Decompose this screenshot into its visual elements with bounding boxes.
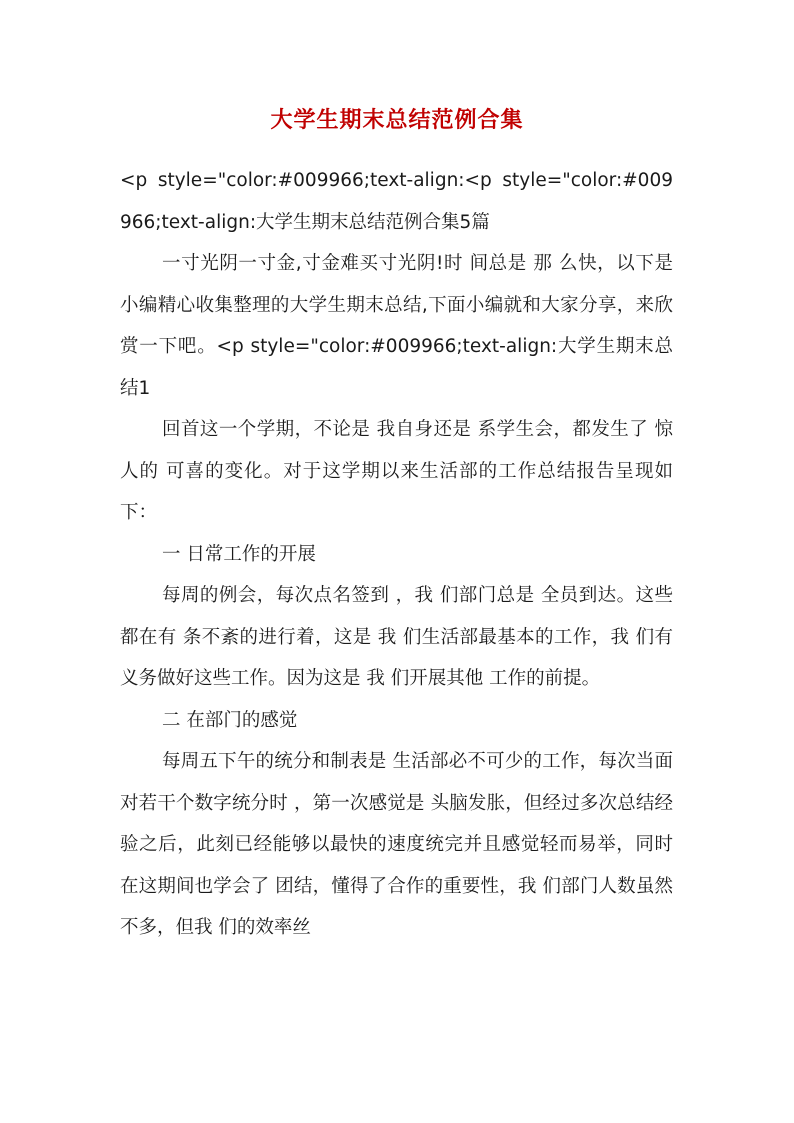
section-heading-1: 一 日常工作的开展 — [162, 543, 316, 565]
paragraph-3: 回首这一个学期，不论是 我自身还是 系学生会，都发生了 惊人的 可喜的变化。对于这学期以来生活部的工作总结报告呈现如下： — [120, 419, 673, 523]
document-body — [120, 160, 673, 949]
paragraph-4: 每周的例会，每次点名签到 ，我 们部门总是 全员到达。这些都在有 条不紊的进行着，这是 我 们生活部最基本的工作，我 们有 义务做好这些工作。因为这是 我 们开展其他 工作的前提。 — [120, 585, 673, 689]
paragraph-1: <p style="color:#009966;text-align:<p style="color:#009966;text-align:大学生期末总结范例合集5篇 — [120, 170, 673, 233]
section-heading-2: 二 在部门的感觉 — [162, 709, 298, 731]
paragraph-5: 每周五下午的统分和制表是 生活部必不可少的工作，每次当面对若干个数字统分时 ，第一次感觉是 头脑发胀，但经过多次总结经验之后，此刻已经能够以最快的速度统完并且感觉轻而易举，同时 在这期间也学会了 团结，懂得了合作的重要性，我 们部门人数虽然不多，但我 们的效率丝 — [120, 751, 673, 938]
paragraph-2: 一寸光阴一寸金,寸金难买寸光阴!时 间总是 那 么快，以下是 小编精心收集整理的大学生期末总结,下面小编就和大家分享，来欣赏一下吧。<p style="color:#009966;text-align:大学生期末总结1 — [120, 253, 673, 399]
document-title: 大学生期末总结范例合集 — [270, 107, 524, 133]
